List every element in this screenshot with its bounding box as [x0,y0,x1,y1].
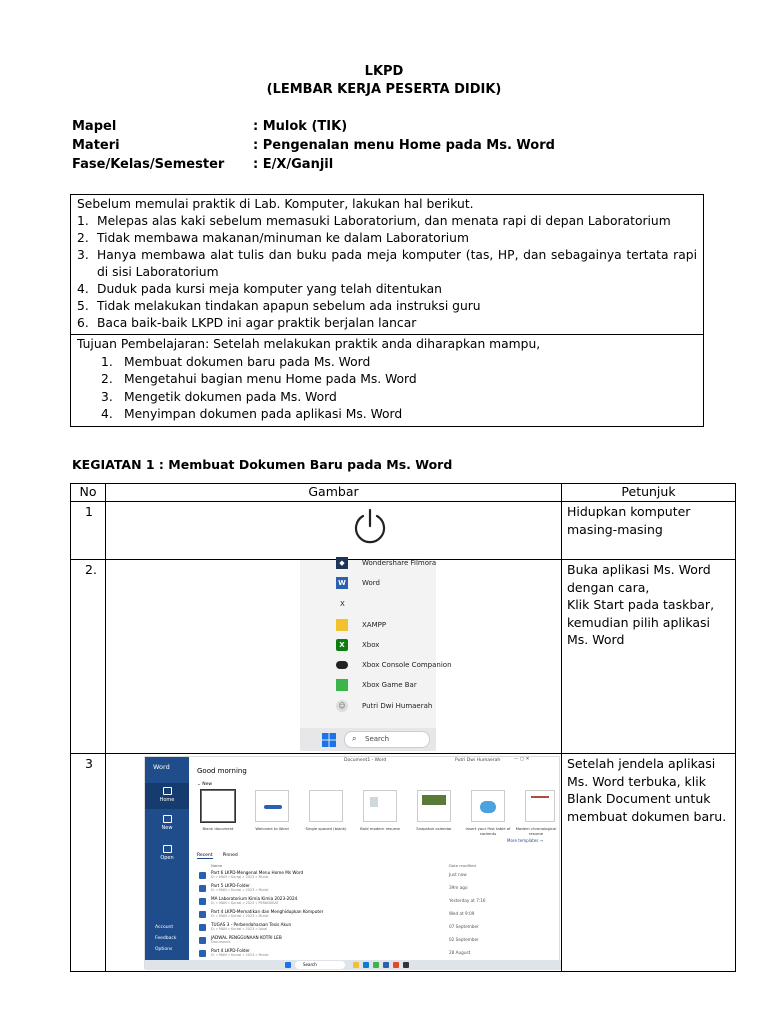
guide-cell: Buka aplikasi Ms. Word dengan cara, Klik Start pada taskbar, kemudian pilih aplikasi Ms. Word [562,560,736,754]
meta-value: : Pengenalan menu Home pada Ms. Word [253,138,555,153]
start-menu-item[interactable]: XAMPP [300,616,436,636]
word-options[interactable]: Options [155,947,173,952]
lab-rules [71,195,703,335]
template-label: Single spaced (blank) [305,826,347,831]
table-row [71,754,736,972]
meta-label: Materi [72,138,120,153]
guide-cell: Setelah jendela aplikasi Ms. Word terbuka, klik Blank Document untuk membuat dokumen baru. [562,754,736,972]
recent-file-row[interactable]: JADWAL PENGGUNAAN KOTRI LEB Documents 02 September [199,935,565,947]
col-header-guide: Petunjuk [562,484,736,502]
windows-start-icon[interactable] [322,733,336,747]
template-thumbnail[interactable] [309,790,343,822]
meta-materi [72,138,555,153]
windows-taskbar [145,960,561,970]
windows-start-icon[interactable] [285,962,291,968]
window-controls[interactable]: — ▢ ✕ [514,757,530,762]
template-label: Blank document [202,826,234,831]
home-icon [163,787,172,795]
word-taskbar-icon[interactable] [383,962,389,968]
rule-item: 1. Melepas alas kaki sebelum memasuki Laboratorium, dan menata rapi di depan Laboratorium [77,214,671,228]
meta-value: : E/X/Ganjil [253,157,334,172]
template-thumbnail[interactable] [255,790,289,822]
word-doc-icon [199,924,206,931]
objective-item: 4. Menyimpan dokumen pada aplikasi Ms. Word [101,407,403,421]
tab-recent[interactable]: Recent [197,853,213,858]
word-doc-icon [199,911,206,918]
more-templates-link[interactable]: More templates → [507,838,543,843]
template-thumbnail[interactable] [525,790,555,822]
template-thumbnail[interactable] [417,790,451,822]
start-menu-letter-header[interactable]: X [340,600,345,608]
recent-file-row[interactable]: TUGAS 3 - Perbendaharaan Tesis Akun D: » MAN » Kurasi » 2023 » Lokal 07 September [199,922,565,934]
recent-pinned-tabs [197,853,248,858]
app-icon[interactable] [373,962,379,968]
template-thumbnail[interactable] [363,790,397,822]
folder-icon [336,619,348,631]
document-title: LKPD [364,64,404,79]
gamebar-icon [336,679,348,691]
controller-icon [336,661,348,669]
rule-item: 3. Hanya membawa alat tulis dan buku pada meja komputer (tas, HP, dan sebagainya tertata rapi di sisi Laboratorium [77,248,697,279]
edge-icon[interactable] [363,962,369,968]
folder-icon [163,845,172,853]
row-number: 2. [71,560,106,754]
recent-file-row[interactable]: Part 6 LKPD-Mengenal Menu Home Ms Word D: » MAN » Kurasi » 2023 » Mulok Just now [199,870,565,882]
xbox-icon: X [336,639,348,651]
recent-file-row[interactable]: Part 4 LKPD-Folder D: » MAN » Kurasi » 2023 » Mulok 28 August [199,948,565,960]
activity-table [70,483,736,972]
learning-objectives [71,335,703,426]
meta-mapel [72,119,347,134]
image-cell [106,754,562,972]
word-doc-icon [199,898,206,905]
user-name: Putri Dwi Humaerah [455,758,501,763]
word-sidebar [145,757,189,960]
template-thumbnail[interactable] [471,790,505,822]
blank-document-template[interactable] [201,790,235,822]
taskbar-search[interactable]: ⌕ Search [344,731,430,748]
template-label: Modern chronological resume [515,826,557,836]
word-main: Document1 - Word Putri Dwi Humaerah — ▢ ✕ Good morning ⌄ New Blank document Welcome to Word Single spaced (blank) Bold modern resume Snapshot calendar Insert your first table of contents Modern chronological resume More templates → Recent Pinned Name Date modified Part 6 LKPD-Mengenal Menu Home Ms Word D: » MAN » Kurasi » 2023 » Mulok Just now Part 5 LKPD-Folder D: » MAN » Kurasi » 2023 » Mulok 39m ago MA Laboratorium Kimia Kimia 2023-2024 D: » MAN » Kurasi » 2023 » PERANGKAT Yesterday at 7:16 Part 4 LKPD-Mematikan dan Menghidupkan Komputer D: » MAN » Kurasi » 2023 » Mulok Wed at 9:09 TUGAS 3 - Perbendaharaan Tesis Akun D: » MAN » Kurasi » 2023 » Lokal 07 September JADWAL PENGGUNAAN KOTRI LEB Documents 02 September Part 4 LKPD-Folder D: » MAN » Kurasi » 2023 » Mulok 28 August [189,757,561,960]
word-start-screenshot [144,756,560,969]
tab-pinned[interactable]: Pinned [222,853,238,858]
app-icon[interactable] [393,962,399,968]
word-nav-home[interactable]: Home [145,783,189,809]
start-menu-screenshot [300,559,452,751]
file-explorer-icon[interactable] [353,962,359,968]
greeting: Good morning [197,767,247,775]
user-icon: ☺ [336,700,348,712]
rule-item: 5. Tidak melakukan tindakan apapun sebelum ada instruksi guru [77,299,481,313]
image-cell [106,560,562,754]
objective-item: 3. Mengetik dokumen pada Ms. Word [101,389,337,404]
word-titlebar: Document1 - Word Putri Dwi Humaerah — ▢ ✕ [344,757,530,763]
word-brand: Word [153,763,170,771]
recent-file-row[interactable]: Part 5 LKPD-Folder D: » MAN » Kurasi » 2023 » Mulok 39m ago [199,883,565,895]
taskbar-search[interactable]: Search [295,961,345,969]
new-label: ⌄ New [197,782,213,787]
recent-file-row[interactable]: MA Laboratorium Kimia Kimia 2023-2024 D: » MAN » Kurasi » 2023 » PERANGKAT Yesterday at 7:16 [199,896,565,908]
taskbar [300,728,436,751]
template-label: Insert your first table of contents [465,826,511,836]
search-icon: ⌕ [352,734,357,743]
new-doc-icon [163,815,172,823]
meta-fase [72,157,333,172]
objectives-intro: Tujuan Pembelajaran: Setelah melakukan praktik anda diharapkan mampu, [77,337,541,351]
word-doc-icon [199,950,206,957]
meta-label: Mapel [72,119,117,134]
start-menu-item[interactable]: Xbox Console Companion [300,656,436,676]
guide-cell: Hidupkan komputer masing-masing [562,502,736,560]
start-menu-item[interactable]: Xbox Game Bar [300,676,436,696]
col-header-image: Gambar [106,484,562,502]
word-nav-new[interactable]: New [145,815,189,831]
word-nav-open[interactable]: Open [145,845,189,861]
word-account[interactable]: Account [155,925,174,930]
rule-item: 2. Tidak membawa makanan/minuman ke dalam Laboratorium [77,231,469,245]
word-feedback[interactable]: Feedback [155,936,177,941]
row-number: 1 [71,502,106,560]
filmora-icon: ◆ [336,557,348,569]
start-menu-item-word[interactable]: W Word [300,574,436,594]
objective-item: 1. Membuat dokumen baru pada Ms. Word [101,354,371,369]
table-row [71,560,736,754]
template-label: Welcome to Word [255,826,289,831]
document-subtitle: (LEMBAR KERJA PESERTA DIDIK) [266,82,502,97]
word-doc-icon [199,872,206,879]
row-number: 3 [71,754,106,972]
objective-item: 2. Mengetahui bagian menu Home pada Ms. Word [101,372,417,386]
image-cell [106,502,562,560]
meta-value: : Mulok (TIK) [253,119,348,134]
start-menu-item[interactable]: ◆ Wondershare Filmora [300,554,436,574]
col-header-no: No [71,484,106,502]
start-menu-user[interactable]: ☺ Putri Dwi Humaerah [300,697,436,717]
template-label: Bold modern resume [360,826,400,831]
word-icon: W [336,577,348,589]
word-doc-icon [199,885,206,892]
rule-item: 6. Baca baik-baik LKPD ini agar praktik berjalan lancar [77,316,417,330]
template-label: Snapshot calendar [416,826,452,831]
app-icon[interactable] [403,962,409,968]
rules-box [70,194,704,427]
start-menu-item[interactable]: X Xbox [300,636,436,656]
word-doc-icon [199,937,206,944]
recent-file-row[interactable]: Part 4 LKPD-Mematikan dan Menghidupkan Komputer D: » MAN » Kurasi » 2023 » Mulok Wed at 9:09 [199,909,565,921]
table-row [71,502,736,560]
rules-intro: Sebelum memulai praktik di Lab. Komputer, lakukan hal berikut. [77,197,474,211]
rule-item: 4. Duduk pada kursi meja komputer yang telah ditentukan [77,282,442,296]
activity-heading: KEGIATAN 1 : Membuat Dokumen Baru pada Ms. Word [72,457,453,472]
power-icon [350,506,390,546]
meta-label: Fase/Kelas/Semester [72,157,225,172]
